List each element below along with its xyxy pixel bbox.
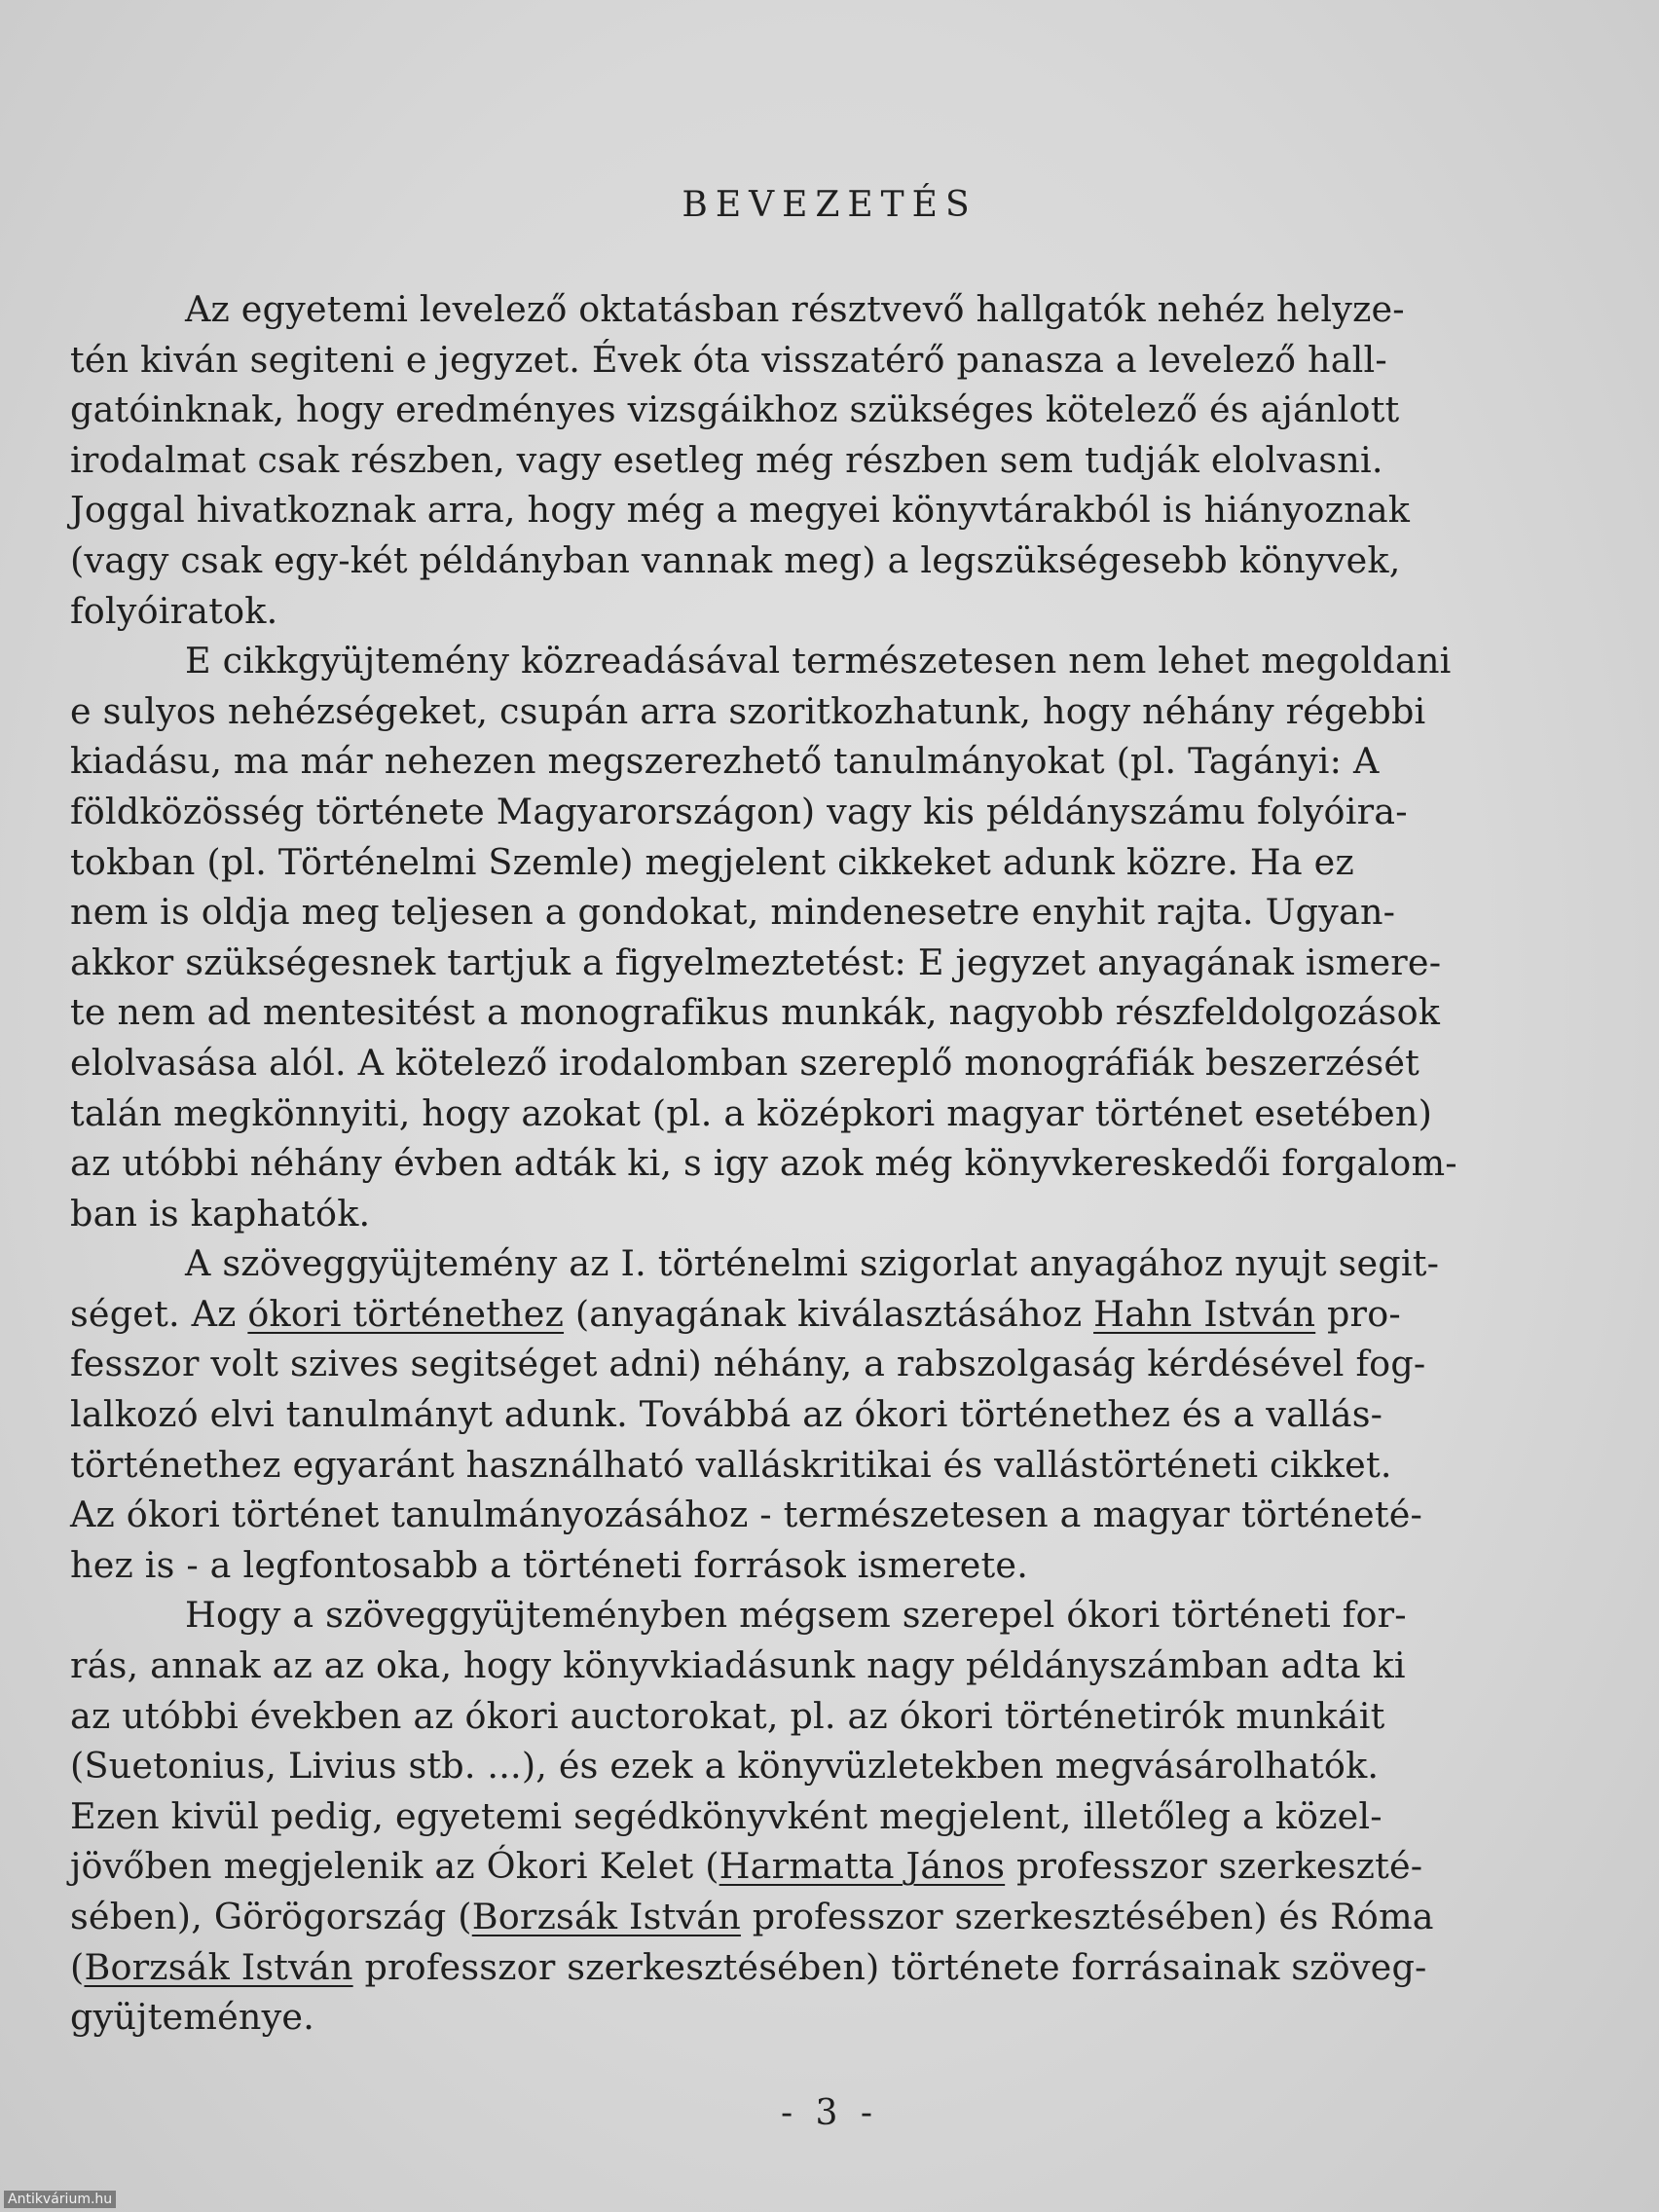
text-line xyxy=(70,1942,1589,1993)
text-line: Joggal hivatkoznak arra, hogy még a megyei könyvtárakból is hiányoznak xyxy=(70,489,1411,532)
text-line: tén kiván segiteni e jegyzet. Évek óta visszatérő panasza a levelező hall- xyxy=(70,338,1387,381)
text-line: e sulyos nehézségeket, csupán arra szoritkozhatunk, hogy néhány régebbi xyxy=(70,689,1426,732)
text-line: folyóiratok. xyxy=(70,589,278,632)
text-line: nem is oldja meg teljesen a gondokat, mindenesetre enyhit rajta. Ugyan- xyxy=(70,891,1396,934)
text-line: történethez egyaránt használható valláskritikai és vallástörténeti cikket. xyxy=(70,1443,1392,1486)
underlined-reference: Borzsák István xyxy=(471,1896,741,1937)
text-line: Hogy a szöveggyüjteményben mégsem szerepel ókori történeti for- xyxy=(185,1594,1407,1637)
line-segment: jövőben megjelenik az Ókori Kelet ( xyxy=(70,1845,719,1888)
text-line: gatóinknak, hogy eredményes vizsgáikhoz szükséges kötelező és ajánlott xyxy=(70,388,1400,431)
body-text xyxy=(70,284,1589,2043)
text-line: (Suetonius, Livius stb. ...), és ezek a könyvüzletekben megvásárolhatók. xyxy=(70,1745,1380,1788)
text-line xyxy=(70,1841,1589,1892)
text-line: akkor szükségesnek tartjuk a figyelmeztetést: E jegyzet anyagának ismere- xyxy=(70,940,1442,983)
line-segment: professzor szerkesztésében) és Róma xyxy=(740,1896,1434,1937)
text-line: rás, annak az az oka, hogy könyvkiadásunk nagy példányszámban adta ki xyxy=(70,1644,1406,1687)
line-segment: pro- xyxy=(1315,1292,1401,1335)
line-segment: professzor szerkeszté- xyxy=(1005,1845,1423,1888)
text-line: gyüjteménye. xyxy=(70,1996,315,2039)
text-line: irodalmat csak részben, vagy esetleg még részben sem tudják elolvasni. xyxy=(70,438,1383,481)
line-segment: sében), Görögország ( xyxy=(70,1896,472,1937)
text-line: (vagy csak egy-két példányban vannak meg) a legszükségesebb könyvek, xyxy=(70,538,1401,581)
text-line: hez is - a legfontosabb a történeti források ismerete. xyxy=(70,1543,1029,1586)
text-line: az utóbbi években az ókori auctorokat, pl. az ókori történetirók munkáit xyxy=(70,1694,1385,1737)
underlined-reference: ókori történethez xyxy=(247,1292,565,1335)
text-line: Az ókori történet tanulmányozásához - természetesen a magyar történeté- xyxy=(70,1493,1423,1536)
text-line: az utóbbi néhány évben adták ki, s igy azok még könyvkereskedői forgalom- xyxy=(70,1142,1457,1185)
text-line: Az egyetemi levelező oktatásban résztvevő hallgatók nehéz helyze- xyxy=(185,288,1405,330)
text-line: lalkozó elvi tanulmányt adunk. Továbbá az ókori történethez és a vallás- xyxy=(70,1393,1383,1436)
text-line: kiadásu, ma már nehezen megszerezhető tanulmányokat (pl. Tagányi: A xyxy=(70,740,1380,783)
page-title: BEVEZETÉS xyxy=(682,185,977,225)
text-line: elolvasása alól. A kötelező irodalomban szereplő monográfiák beszerzését xyxy=(70,1041,1420,1084)
line-segment: professzor szerkesztésében) története forrásainak szöveg- xyxy=(352,1945,1427,1988)
line-segment: (anyagának kiválasztásához xyxy=(564,1292,1094,1335)
text-line xyxy=(70,1892,1589,1942)
text-line xyxy=(70,1289,1589,1340)
page-number: - 3 - xyxy=(780,2093,879,2133)
text-line: A szöveggyüjtemény az I. történelmi szigorlat anyagához nyujt segit- xyxy=(185,1242,1440,1285)
text-line: ban is kaphatók. xyxy=(70,1192,371,1235)
underlined-reference: Harmatta János xyxy=(719,1845,1006,1888)
line-segment: séget. Az xyxy=(70,1292,248,1335)
line-segment: ( xyxy=(70,1945,85,1988)
text-line: te nem ad mentesitést a monografikus munkák, nagyobb részfeldolgozások xyxy=(70,991,1441,1034)
text-line: tokban (pl. Történelmi Szemle) megjelent cikkeket adunk közre. Ha ez xyxy=(70,840,1354,883)
text-line: talán megkönnyiti, hogy azokat (pl. a középkori magyar történet esetében) xyxy=(70,1091,1433,1134)
underlined-reference: Borzsák István xyxy=(84,1945,353,1988)
text-line: földközösség története Magyarországon) vagy kis példányszámu folyóira- xyxy=(70,790,1408,832)
text-line: Ezen kivül pedig, egyetemi segédkönyvként megjelent, illetőleg a közel- xyxy=(70,1794,1382,1837)
underlined-reference: Hahn István xyxy=(1093,1292,1316,1335)
text-line: fesszor volt szives segitséget adni) néhány, a rabszolgaság kérdésével fog- xyxy=(70,1343,1426,1385)
text-line: E cikkgyüjtemény közreadásával természetesen nem lehet megoldani xyxy=(185,640,1452,682)
watermark: Antikvárium.hu xyxy=(4,2191,116,2208)
